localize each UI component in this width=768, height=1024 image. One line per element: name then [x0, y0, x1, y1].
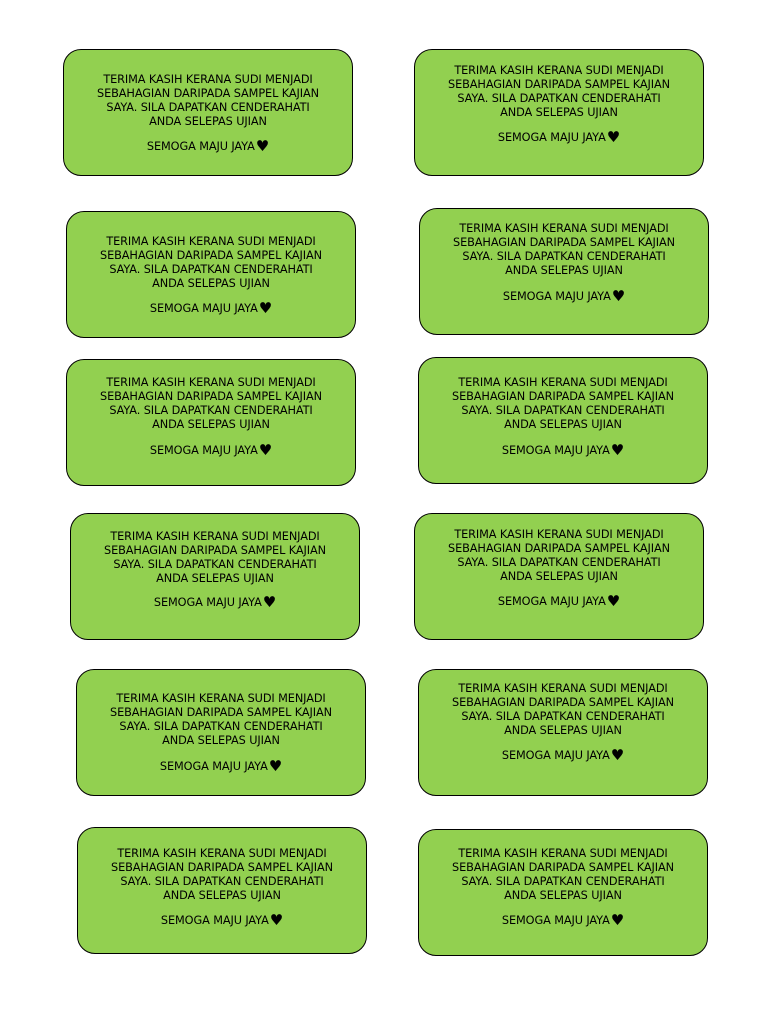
message-line: SEBAHAGIAN DARIPADA SAMPEL KAJIAN [453, 236, 675, 249]
message-line: SAYA. SILA DAPATKAN CENDERAHATI [462, 250, 666, 263]
heart-icon: ♥ [258, 299, 273, 317]
message-line: SEBAHAGIAN DARIPADA SAMPEL KAJIAN [110, 706, 332, 719]
message-line: ANDA SELEPAS UJIAN [152, 277, 270, 290]
closing-text: SEMOGA MAJU JAYA [502, 290, 611, 303]
message-line: SEBAHAGIAN DARIPADA SAMPEL KAJIAN [448, 542, 670, 555]
message-line: SAYA. SILA DAPATKAN CENDERAHATI [461, 710, 665, 723]
card-message [74, 73, 342, 129]
card-message [77, 235, 345, 291]
card-closing [415, 594, 703, 609]
card-message [429, 682, 697, 738]
thank-you-card [63, 49, 353, 176]
heart-icon: ♥ [606, 128, 621, 146]
message-line: TERIMA KASIH KERANA SUDI MENJADI [458, 847, 668, 860]
message-line: SAYA. SILA DAPATKAN CENDERAHATI [461, 404, 665, 417]
message-line: TERIMA KASIH KERANA SUDI MENJADI [106, 235, 316, 248]
message-line: ANDA SELEPAS UJIAN [152, 418, 270, 431]
message-line: ANDA SELEPAS UJIAN [163, 889, 281, 902]
card-closing [78, 913, 366, 928]
thank-you-card [419, 208, 709, 335]
message-line: ANDA SELEPAS UJIAN [505, 264, 623, 277]
heart-icon: ♥ [610, 441, 625, 459]
thank-you-card [76, 669, 366, 796]
heart-icon: ♥ [610, 911, 625, 929]
card-message [429, 847, 697, 903]
message-line: TERIMA KASIH KERANA SUDI MENJADI [454, 528, 664, 541]
card-closing [420, 289, 708, 304]
message-line: ANDA SELEPAS UJIAN [149, 115, 267, 128]
thank-you-card [418, 669, 708, 796]
message-line: SAYA. SILA DAPATKAN CENDERAHATI [113, 558, 317, 571]
message-line: ANDA SELEPAS UJIAN [504, 889, 622, 902]
message-line: TERIMA KASIH KERANA SUDI MENJADI [458, 682, 668, 695]
thank-you-card [70, 513, 360, 640]
message-line: SEBAHAGIAN DARIPADA SAMPEL KAJIAN [100, 249, 322, 262]
card-closing [67, 301, 355, 316]
card-closing [415, 130, 703, 145]
message-line: SEBAHAGIAN DARIPADA SAMPEL KAJIAN [452, 861, 674, 874]
message-line: SAYA. SILA DAPATKAN CENDERAHATI [109, 404, 313, 417]
card-closing [419, 913, 707, 928]
message-line: ANDA SELEPAS UJIAN [162, 734, 280, 747]
closing-text: SEMOGA MAJU JAYA [501, 914, 610, 927]
card-message [425, 64, 693, 120]
message-line: SEBAHAGIAN DARIPADA SAMPEL KAJIAN [97, 87, 319, 100]
thank-you-card [66, 211, 356, 338]
message-line: SEBAHAGIAN DARIPADA SAMPEL KAJIAN [452, 390, 674, 403]
message-line: SAYA. SILA DAPATKAN CENDERAHATI [106, 101, 310, 114]
message-line: SAYA. SILA DAPATKAN CENDERAHATI [120, 875, 324, 888]
closing-text: SEMOGA MAJU JAYA [501, 749, 610, 762]
message-line: TERIMA KASIH KERANA SUDI MENJADI [459, 222, 669, 235]
message-line: SEBAHAGIAN DARIPADA SAMPEL KAJIAN [452, 696, 674, 709]
card-message [430, 222, 698, 278]
card-closing [67, 443, 355, 458]
message-line: TERIMA KASIH KERANA SUDI MENJADI [116, 692, 326, 705]
closing-text: SEMOGA MAJU JAYA [160, 914, 269, 927]
closing-text: SEMOGA MAJU JAYA [153, 596, 262, 609]
message-line: ANDA SELEPAS UJIAN [156, 572, 274, 585]
thank-you-card [414, 513, 704, 640]
message-line: TERIMA KASIH KERANA SUDI MENJADI [103, 73, 313, 86]
card-closing [419, 748, 707, 763]
message-line: ANDA SELEPAS UJIAN [500, 570, 618, 583]
closing-text: SEMOGA MAJU JAYA [159, 760, 268, 773]
card-message [77, 376, 345, 432]
thank-you-card [414, 49, 704, 176]
message-line: SAYA. SILA DAPATKAN CENDERAHATI [457, 556, 661, 569]
closing-text: SEMOGA MAJU JAYA [501, 444, 610, 457]
message-line: SEBAHAGIAN DARIPADA SAMPEL KAJIAN [111, 861, 333, 874]
card-closing [419, 443, 707, 458]
message-line: SEBAHAGIAN DARIPADA SAMPEL KAJIAN [448, 78, 670, 91]
message-line: TERIMA KASIH KERANA SUDI MENJADI [454, 64, 664, 77]
card-message [88, 847, 356, 903]
closing-text: SEMOGA MAJU JAYA [497, 595, 606, 608]
card-message [87, 692, 355, 748]
heart-icon: ♥ [269, 911, 284, 929]
message-line: SAYA. SILA DAPATKAN CENDERAHATI [109, 263, 313, 276]
card-message [81, 530, 349, 586]
message-line: SAYA. SILA DAPATKAN CENDERAHATI [461, 875, 665, 888]
message-line: SEBAHAGIAN DARIPADA SAMPEL KAJIAN [100, 390, 322, 403]
card-closing [71, 595, 359, 610]
heart-icon: ♥ [258, 441, 273, 459]
heart-icon: ♥ [268, 757, 283, 775]
message-line: TERIMA KASIH KERANA SUDI MENJADI [106, 376, 316, 389]
message-line: TERIMA KASIH KERANA SUDI MENJADI [458, 376, 668, 389]
thank-you-card [418, 357, 708, 484]
closing-text: SEMOGA MAJU JAYA [146, 140, 255, 153]
thank-you-card [418, 829, 708, 956]
card-message [425, 528, 693, 584]
message-line: TERIMA KASIH KERANA SUDI MENJADI [117, 847, 327, 860]
closing-text: SEMOGA MAJU JAYA [149, 444, 258, 457]
thank-you-card [77, 827, 367, 954]
message-line: ANDA SELEPAS UJIAN [500, 106, 618, 119]
heart-icon: ♥ [262, 593, 277, 611]
closing-text: SEMOGA MAJU JAYA [149, 302, 258, 315]
card-message [429, 376, 697, 432]
message-line: TERIMA KASIH KERANA SUDI MENJADI [110, 530, 320, 543]
heart-icon: ♥ [611, 287, 626, 305]
thank-you-card [66, 359, 356, 486]
card-closing [64, 139, 352, 154]
closing-text: SEMOGA MAJU JAYA [497, 131, 606, 144]
message-line: SAYA. SILA DAPATKAN CENDERAHATI [457, 92, 661, 105]
message-line: ANDA SELEPAS UJIAN [504, 418, 622, 431]
message-line: SAYA. SILA DAPATKAN CENDERAHATI [119, 720, 323, 733]
heart-icon: ♥ [255, 137, 270, 155]
card-closing [77, 759, 365, 774]
message-line: SEBAHAGIAN DARIPADA SAMPEL KAJIAN [104, 544, 326, 557]
message-line: ANDA SELEPAS UJIAN [504, 724, 622, 737]
heart-icon: ♥ [610, 746, 625, 764]
heart-icon: ♥ [606, 592, 621, 610]
